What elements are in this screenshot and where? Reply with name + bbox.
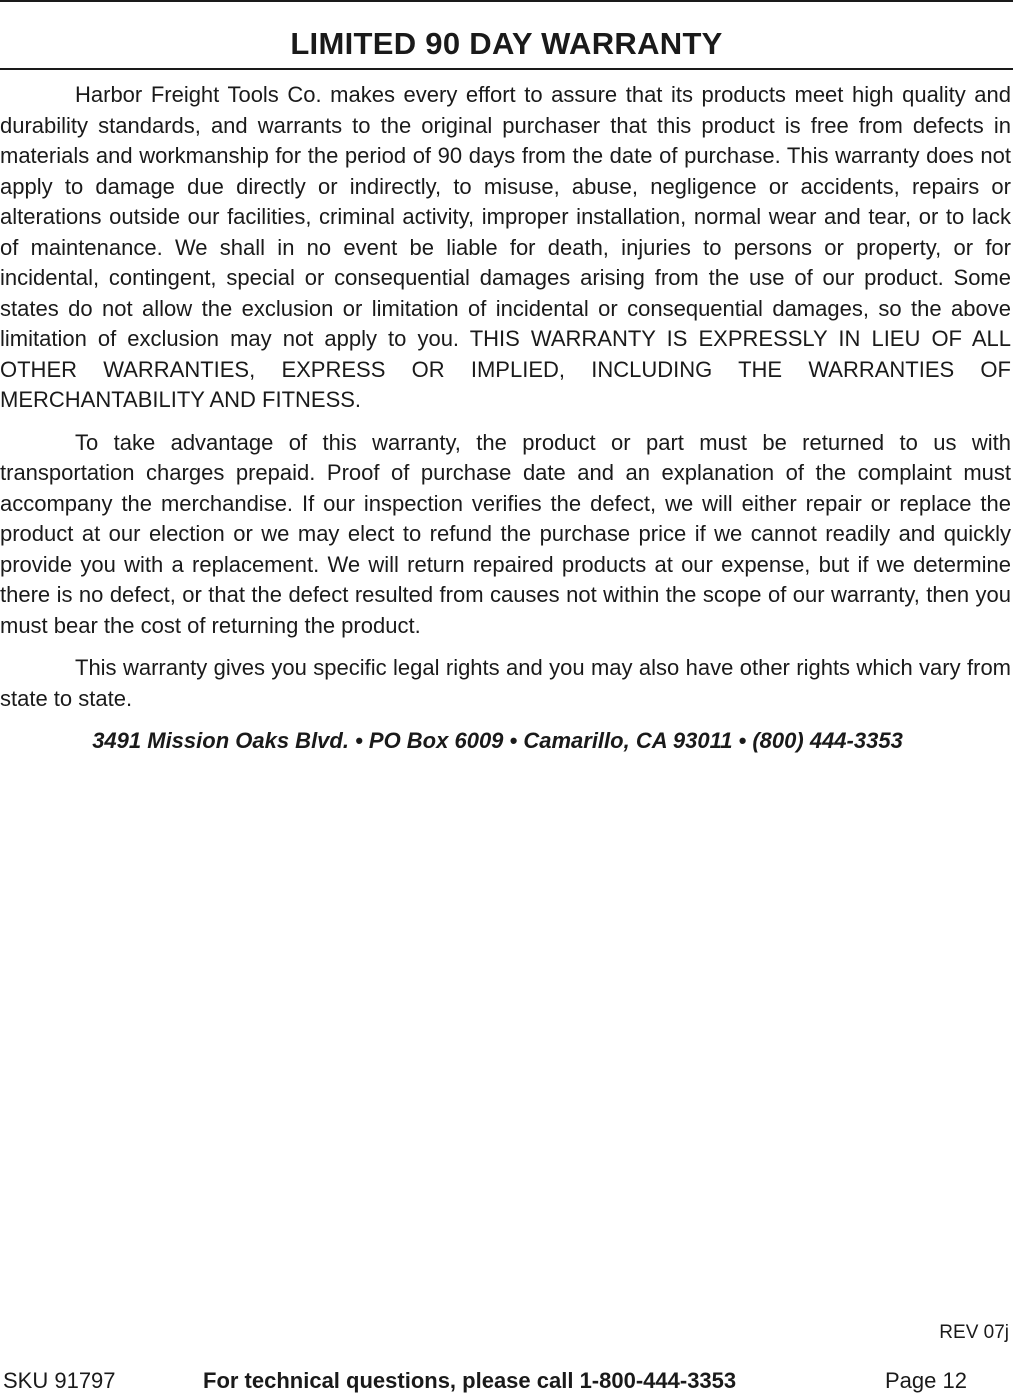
footer-page-number: Page 12 <box>885 1368 967 1393</box>
title-rule <box>0 68 1013 70</box>
warranty-paragraph-rights: This warranty gives you specific legal rights and you may also have other rights which vary from state to state. <box>0 655 1011 711</box>
top-rule <box>0 0 1013 2</box>
company-address: 3491 Mission Oaks Blvd. • PO Box 6009 • Camarillo, CA 93011 • (800) 444-3353 <box>92 728 903 753</box>
revision-label: REV 07j <box>939 1322 1009 1343</box>
warranty-body <box>0 80 1011 756</box>
warranty-paragraph-claims: To take advantage of this warranty, the product or part must be returned to us with transportation charges prepaid. Proof of purchase date and an explanation of the complaint must accompany the merchandise. If our inspection verifies the defect, we will either repair or replace the product at our election or we may elect to refund the purchase price if we cannot readily and quickly provide you with a replacement. We will return repaired products at our expense, but if we determine there is no defect, or that the defect resulted from causes not within the scope of our warranty, then you must bear the cost of returning the product. <box>0 429 1011 638</box>
warranty-paragraph-coverage: Harbor Freight Tools Co. makes every effort to assure that its products meet high quality and durability standards, and warrants to the original purchaser that this product is free from defects in materials and workmanship for the period of 90 days from the date of purchase. This warranty does not apply to damage due directly or indirectly, to misuse, abuse, negligence or accidents, repairs or alterations outside our facilities, criminal activity, improper installation, normal wear and tear, or to lack of maintenance. We shall in no event be liable for death, injuries to persons or property, or for incidental, contingent, special or consequential damages arising from the use of our product. Some states do not allow the exclusion or limitation of incidental or consequential damages, so the above limitation of exclusion may not apply to you. THIS WARRANTY IS EXPRESSLY IN LIEU OF ALL OTHER WARRANTIES, EXPRESS OR IMPLIED, INCLUDING THE WARRANTIES OF MERCHANTABILITY AND FITNESS. <box>0 82 1011 412</box>
page-footer <box>0 1367 1013 1395</box>
page-title: LIMITED 90 DAY WARRANTY <box>290 26 723 61</box>
footer-sku: SKU 91797 <box>3 1368 116 1393</box>
footer-tech-support-line: For technical questions, please call 1-800-444-3353 <box>203 1368 737 1393</box>
